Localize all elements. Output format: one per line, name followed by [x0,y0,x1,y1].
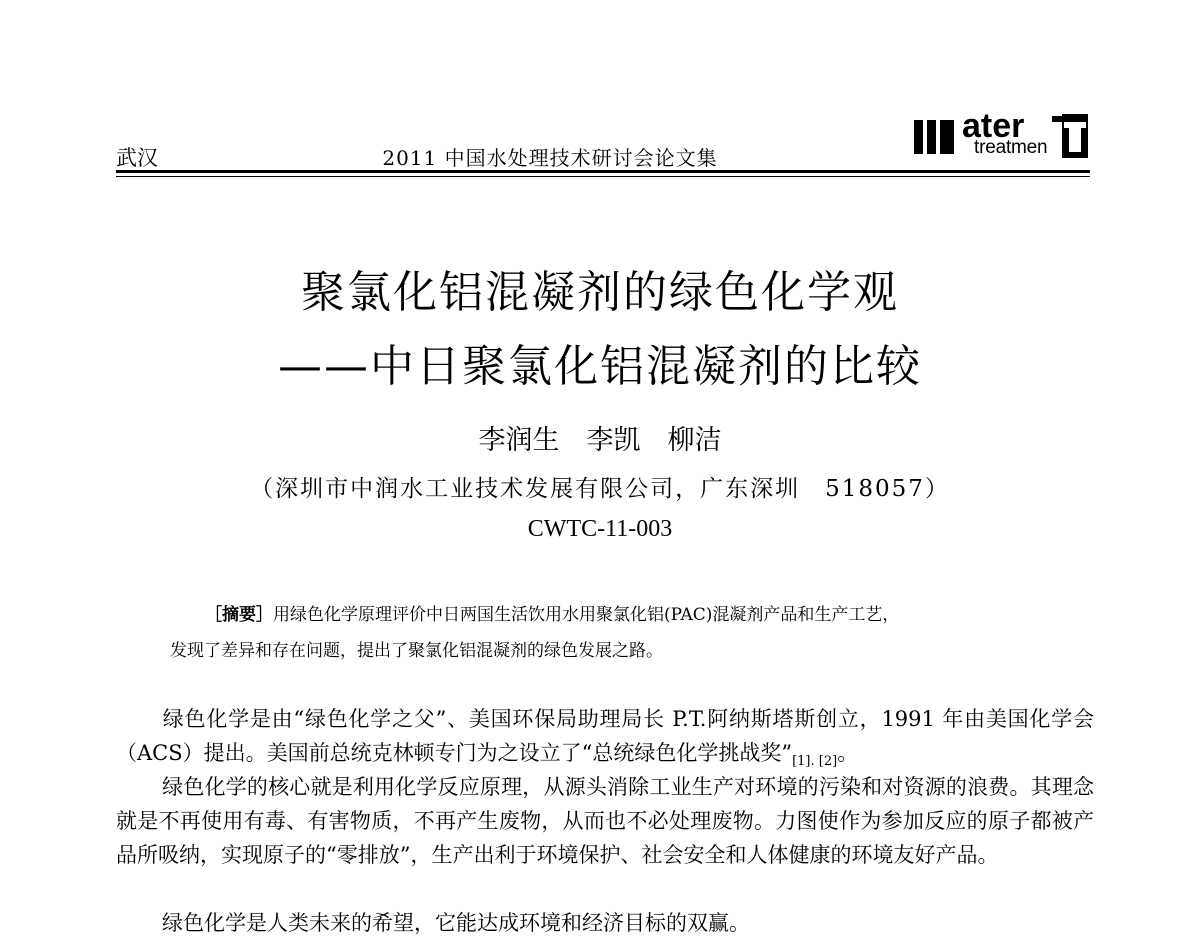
authors: 李润生 李凯 柳洁 [478,425,722,456]
running-header-location: 武汉 [116,146,158,170]
paper-subtitle: ——中日聚氯化铝混凝剂的比较 [278,341,922,392]
body-paragraph-2 [116,770,1094,872]
logo-word: ater [962,107,1025,145]
abstract-label: ［摘要］ [205,605,273,625]
header-rule-thin [116,176,1090,177]
paragraph-3-text: 绿色化学是人类未来的希望，它能达成环境和经济目标的双赢。 [162,911,750,935]
citation-refs: [1]. [2] [792,754,838,770]
paper-title: 聚氯化铝混凝剂的绿色化学观 [301,267,899,318]
running-header-title: 2011 中国水处理技术研讨会论文集 [382,146,718,170]
abstract-line-2: 发现了差异和存在问题，提出了聚氯化铝混凝剂的绿色发展之路。 [170,641,663,661]
abstract-text-1: 用绿色化学原理评价中日两国生活饮用水用聚氯化铝(PAC)混凝剂产品和生产工艺， [273,605,900,625]
body-paragraph-3 [116,906,1094,940]
affiliation: （深圳市中润水工业技术发展有限公司，广东深圳 518057） [250,476,950,502]
body-paragraph-1: 绿色化学是由“绿色化学之父”、美国环保局助理局长 P.T.阿纳斯塔斯创立，1991 年由美国化学会（ACS）提出。美国前总统克林顿专门为之设立了“总统绿色化学挑战奖$”_{[1]. [2]}$。 [116,707,1094,770]
paper-code: CWTC-11-003 [527,516,673,542]
paragraph-2-text: 绿色化学的核心就是利用化学反应原理，从源头消除工业生产对环境的污染和对资源的浪费。其理念就是不再使用有毒、有害物质，不再产生废物，从而也不必处理废物。力图使作为参加反应的原子都被产品所吸纳，实现原子的“零排放”，生产出利于环境保护、社会安全和人体健康的环境友好产品。 [116,775,1094,867]
abstract-line-1 [205,600,899,625]
paragraph-1-text: 绿色化学是由“绿色化学之父”、美国环保局助理局长 P.T.阿纳斯塔斯创立，1991 年由美国化学会（ACS）提出。美国前总统克林顿专门为之设立了“总统绿色化学挑战奖” [116,707,1094,765]
logo-t-icon [1062,114,1088,158]
water-treatment-logo [912,106,1090,166]
logo-sub-word: treatmen [974,137,1048,158]
header-rule-thick [116,170,1090,173]
